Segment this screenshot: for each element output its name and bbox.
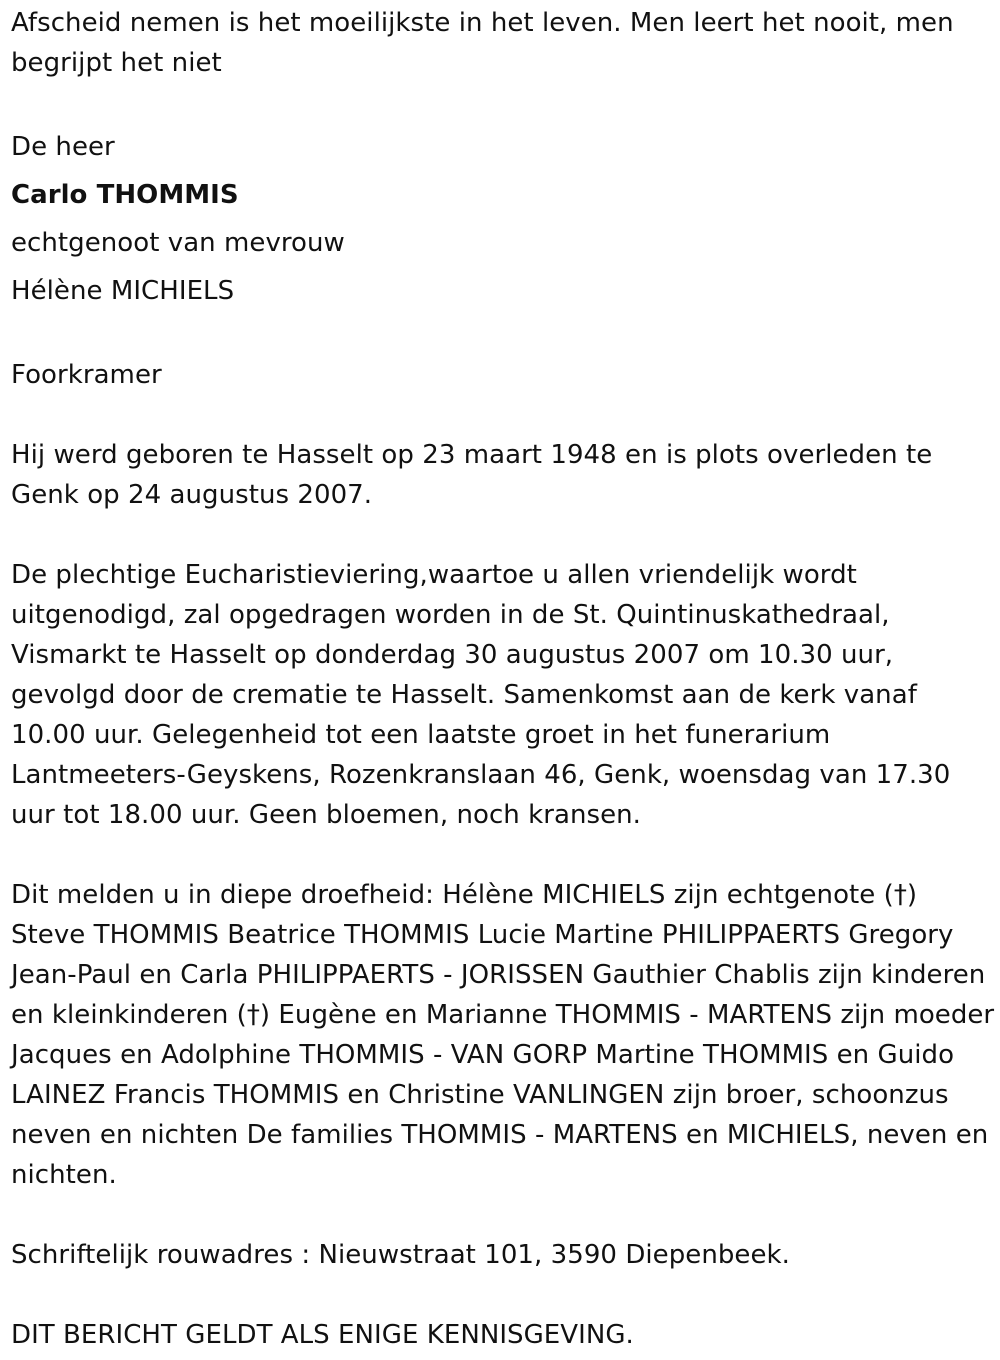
spacer — [11, 1275, 995, 1315]
mourning-address: Schriftelijk rouwadres : Nieuwstraat 101, 3590 Diepenbeek. — [11, 1240, 790, 1270]
spouse-name: Hélène MICHIELS — [11, 276, 235, 306]
spouse-intro: echtgenoot van mevrouw — [11, 228, 345, 258]
family-text: Dit melden u in diepe droefheid: Hélène MICHIELS zijn echtgenote (†) Steve THOMMIS Beatrice THOMMIS Lucie Martine PHILIPPAERTS Gregory Jean-Paul en Carla PHILIPPAERTS - JORISSEN Gauthier Chablis zijn kinderen en kleinkinderen (†) Eugène en Marianne THOMMIS - MARTENS zijn moeder Jacques en Adolphine THOMMIS - VAN GORP Martine THOMMIS en Guido LAINEZ Francis THOMMIS en Christine VANLINGEN zijn broer, schoonzus neven en nichten De families THOMMIS - MARTENS en MICHIELS, neven en nichten. — [11, 880, 995, 1190]
occupation: Foorkramer — [11, 360, 162, 390]
deceased-name: Carlo THOMMIS — [11, 180, 239, 210]
salutation: De heer — [11, 132, 115, 162]
spacer — [11, 395, 995, 435]
spacer — [11, 315, 995, 355]
closing-statement: DIT BERICHT GELDT ALS ENIGE KENNISGEVING. — [11, 1320, 634, 1350]
spacer — [11, 515, 995, 555]
opening-quote: Afscheid nemen is het moeilijkste in het leven. Men leert het nooit, men begrijpt het niet — [11, 8, 954, 78]
birth-death-text: Hij werd geboren te Hasselt op 23 maart 1948 en is plots overleden te Genk op 24 augustus 2007. — [11, 440, 933, 510]
spacer — [11, 1195, 995, 1235]
ceremony-text: De plechtige Eucharistieviering,waartoe u allen vriendelijk wordt uitgenodigd, zal opgedragen worden in de St. Quintinuskathedraal, Vismarkt te Hasselt op donderdag 30 augustus 2007 om 10.30 uur, gevolgd door de crematie te Hasselt. Samenkomst aan de kerk vanaf 10.00 uur. Gelegenheid tot een laatste groet in het funerarium Lantmeeters-Geyskens, Rozenkranslaan 46, Genk, woensdag van 17.30 uur tot 18.00 uur. Geen bloemen, noch kransen. — [11, 560, 951, 830]
obituary-notice — [11, 3, 995, 1355]
spacer — [11, 835, 995, 875]
spacer — [11, 83, 995, 123]
